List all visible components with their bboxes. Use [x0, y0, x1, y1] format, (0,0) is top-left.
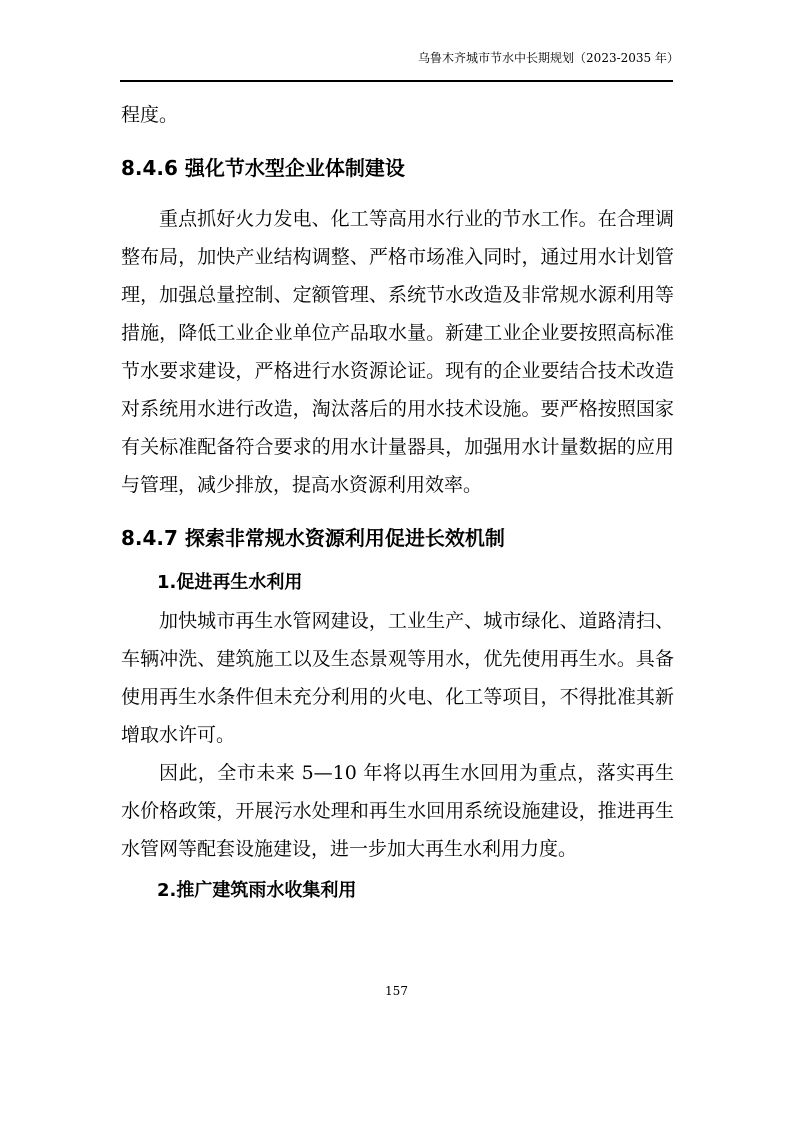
section-heading-8-4-7: 8.4.7 探索非常规水资源利用促进长效机制	[121, 526, 505, 550]
section-8-4-6-paragraph: 重点抓好火力发电、化工等高用水行业的节水工作。在合理调整布局，加快产业结构调整、严格市场准入同时，通过用水计划管理，加强总量控制、定额管理、系统节水改造及非常规水源利用等措施，降低工业企业单位产品取水量。新建工业企业要按照高标准节水要求建设，严格进行水资源论证。现有的企业要结合技术改造对系统用水进行改造，淘汰落后的用水技术设施。要严格按照国家有关标准配备符合要求的用水计量器具，加强用水计量数据的应用与管理，减少排放，提高水资源利用效率。	[121, 208, 674, 496]
page-body	[121, 96, 674, 910]
subsection-heading-reclaimed-water: 1.促进再生水利用	[157, 572, 303, 593]
subsection-heading-rainwater: 2.推广建筑雨水收集利用	[157, 880, 357, 901]
section-heading-8-4-6: 8.4.6 强化节水型企业体制建设	[121, 156, 405, 180]
page-number: 157	[385, 984, 408, 998]
running-header: 乌鲁木齐城市节水中长期规划（2023-2035 年）	[418, 51, 679, 65]
continuation-text: 程度。	[121, 104, 179, 126]
header-rule	[120, 80, 673, 82]
reclaimed-water-paragraph-1: 加快城市再生水管网建设，工业生产、城市绿化、道路清扫、车辆冲洗、建筑施工以及生态景观等用水，优先使用再生水。具备使用再生水条件但未充分利用的火电、化工等项目，不得批准其新增取水许可。	[121, 610, 674, 746]
reclaimed-water-paragraph-2: 因此，全市未来 5—10 年将以再生水回用为重点，落实再生水价格政策，开展污水处理和再生水回用系统设施建设，推进再生水管网等配套设施建设，进一步加大再生水利用力度。	[121, 762, 674, 860]
